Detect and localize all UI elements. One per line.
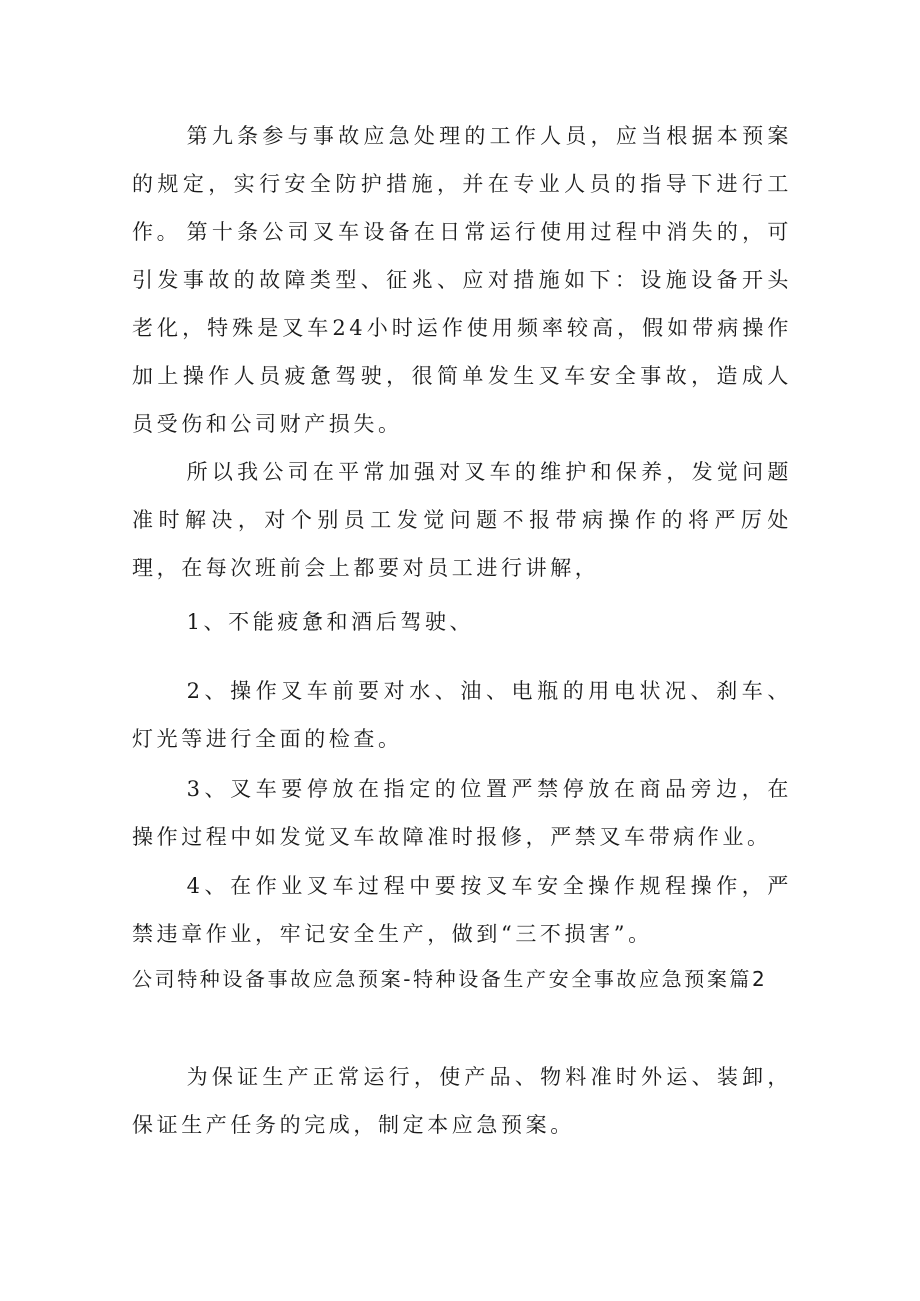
list-item-1: 1、不能疲惫和酒后驾驶、 [186, 610, 475, 634]
paragraph-article-10: 第十条公司叉车设备在日常运行使用过程中消失的，可引发事故的故障类型、征兆、应对措施如下：设施设备开头老化，特殊是叉车24小时运作使用频率较高，假如带病操作加上操作人员疲惫驾驶，很简单发生叉车安全事故，造成人员受伤和公司财产损失。 [132, 220, 792, 436]
paragraph-maintenance: 所以我公司在平常加强对叉车的维护和保养，发觉问题准时解决，对个别员工发觉问题不报带病操作的将严厉处理，在每次班前会上都要对员工进行讲解， [132, 460, 792, 580]
section-heading: 公司特种设备事故应急预案-特种设备生产安全事故应急预案篇2 [132, 967, 768, 991]
list-item-2: 2、操作叉车前要对水、油、电瓶的用电状况、刹车、灯光等进行全面的检查。 [132, 679, 792, 751]
paragraph-intro-2: 为保证生产正常运行，使产品、物料准时外运、装卸，保证生产任务的完成，制定本应急预案。 [132, 1065, 792, 1137]
paragraph-article-9: 第九条参与事故应急处理的工作人员，应当根据本预案的规定，实行安全防护措施，并在专业人员的指导下进行工作。 [132, 124, 792, 244]
list-item-4: 4、在作业叉车过程中要按叉车安全操作规程操作，严禁违章作业，牢记安全生产，做到“三不损害”。 [132, 874, 792, 946]
list-item-3: 3、叉车要停放在指定的位置严禁停放在商品旁边，在操作过程中如发觉叉车故障准时报修，严禁叉车带病作业。 [132, 777, 792, 849]
